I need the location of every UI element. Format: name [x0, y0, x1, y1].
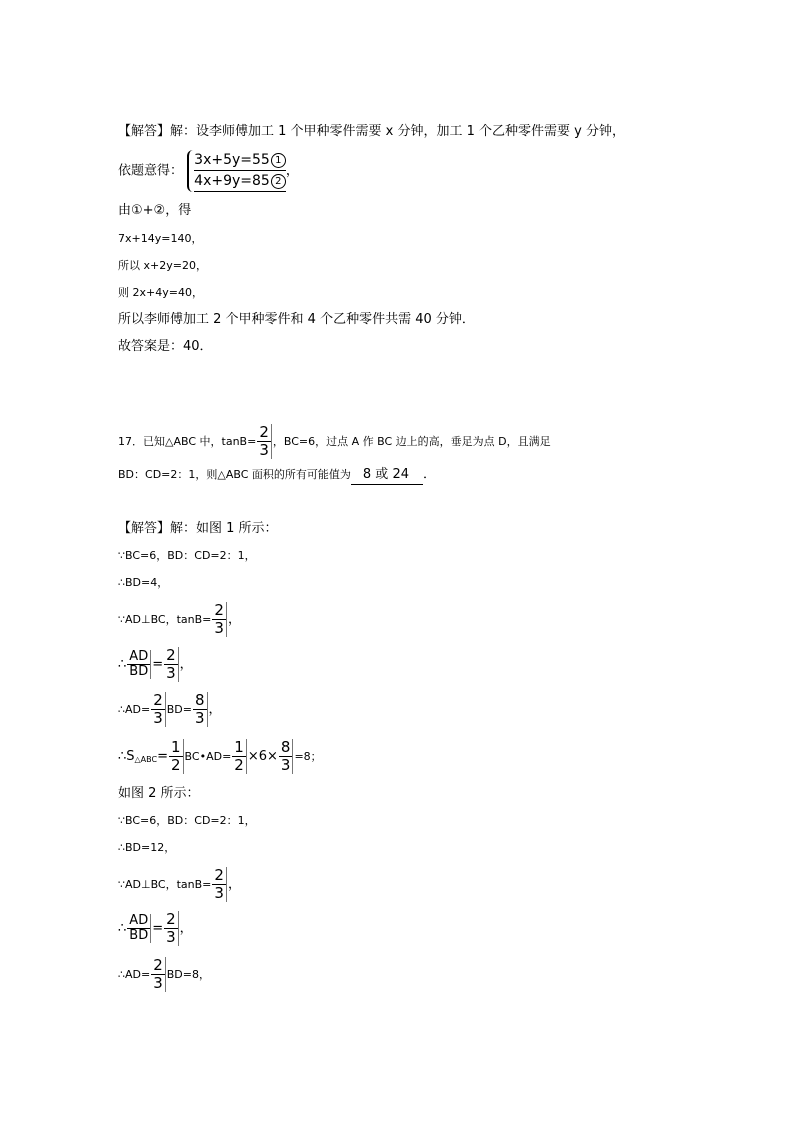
solution-16-step: 则 2x+4y=40， [118, 286, 203, 299]
solution-16-step: 所以 x+2y=20， [118, 259, 207, 272]
equation-1: 3x+5y=55 1 [194, 150, 286, 171]
question-17-line-1: 17．已知△ABC 中，tanB= $\frac{2}{3}$ ，BC=6，过点 A 作 BC 边上的高，垂足为点 D，且满足 [118, 423, 551, 459]
case1-line-3: ∵AD⊥BC，tanB= $\frac{2}{3}$ ， [118, 601, 241, 637]
answer-blank: 8 或 24 [351, 466, 423, 485]
circled-2-icon: 2 [271, 174, 286, 189]
fraction-two-thirds: $\frac{2}{3}$ [164, 911, 179, 946]
fraction-two-thirds: $\frac{2}{3}$ [212, 867, 227, 902]
case2-line-1: ∵BC=6，BD：CD=2：1， [118, 814, 256, 827]
solution-label: 【解答】 [118, 124, 171, 139]
fraction-ad-over-bd: $\frac{AD}{BD}$ [127, 650, 151, 679]
circled-1-icon: 1 [271, 153, 286, 168]
case1-line-2: ∴BD=4， [118, 576, 169, 589]
case2-line-5: ∴AD= $\frac{2}{3}$ BD=8， [118, 956, 210, 992]
solution-16-step: 7x+14y=140， [118, 232, 203, 245]
question-17-line-2: BD：CD=2：1，则△ABC 面积的所有可能值为 8 或 24 ． [118, 466, 436, 485]
fraction-two-thirds: $\frac{2}{3}$ [212, 602, 227, 637]
fraction-ad-over-bd: $\frac{AD}{BD}$ [127, 914, 151, 943]
fraction-two-thirds: $\frac{2}{3}$ [151, 692, 166, 727]
case2-line-4: ∴ $\frac{AD}{BD}$ = $\frac{2}{3}$ ， [118, 910, 193, 946]
fraction-two-thirds: $\frac{2}{3}$ [257, 424, 272, 459]
fraction-two-thirds: $\frac{2}{3}$ [164, 647, 179, 682]
solution-17-intro: 【解答】解：如图 1 所示： [118, 521, 278, 536]
solution-label: 【解答】 [118, 521, 171, 536]
case1-area-line: $\therefore S_{\triangle ABC}=$ $\frac{1}{2}$ BC•AD= $\frac{1}{2}$ ×6× $\frac{8}{3}$ =8； [118, 738, 322, 774]
case2-intro: 如图 2 所示： [118, 786, 200, 801]
fraction-two-thirds: $\frac{2}{3}$ [151, 957, 166, 992]
solution-16-answer: 故答案是：40． [118, 339, 213, 354]
fraction-eight-thirds: $\frac{8}{3}$ [193, 692, 208, 727]
equation-system [187, 150, 286, 192]
case1-line-5: ∴AD= $\frac{2}{3}$ BD= $\frac{8}{3}$ ， [118, 691, 222, 727]
fraction-one-half: $\frac{1}{2}$ [169, 739, 184, 774]
equation-system-line: 依题意得： $\frac{3x+5y=55 1}{4x+9y=85 2}$ ， [118, 150, 299, 192]
fraction-one-half: $\frac{1}{2}$ [232, 739, 247, 774]
solution-16-intro: 【解答】解：设李师傅加工 1 个甲种零件需要 x 分钟，加工 1 个乙种零件需要 y 分钟， [118, 124, 626, 139]
case1-line-1: ∵BC=6，BD：CD=2：1， [118, 549, 256, 562]
case2-line-3: ∵AD⊥BC，tanB= $\frac{2}{3}$ ， [118, 866, 241, 902]
fraction-eight-thirds: $\frac{8}{3}$ [279, 739, 294, 774]
solution-16-step: 由①+②，得 [118, 203, 192, 218]
solution-16-step: 所以李师傅加工 2 个甲种零件和 4 个乙种零件共需 40 分钟． [118, 312, 475, 327]
case2-line-2: ∴BD=12， [118, 841, 176, 854]
equation-2: 4x+9y=85 2 [194, 171, 286, 192]
case1-line-4: ∴ $\frac{AD}{BD}$ = $\frac{2}{3}$ ， [118, 646, 193, 682]
